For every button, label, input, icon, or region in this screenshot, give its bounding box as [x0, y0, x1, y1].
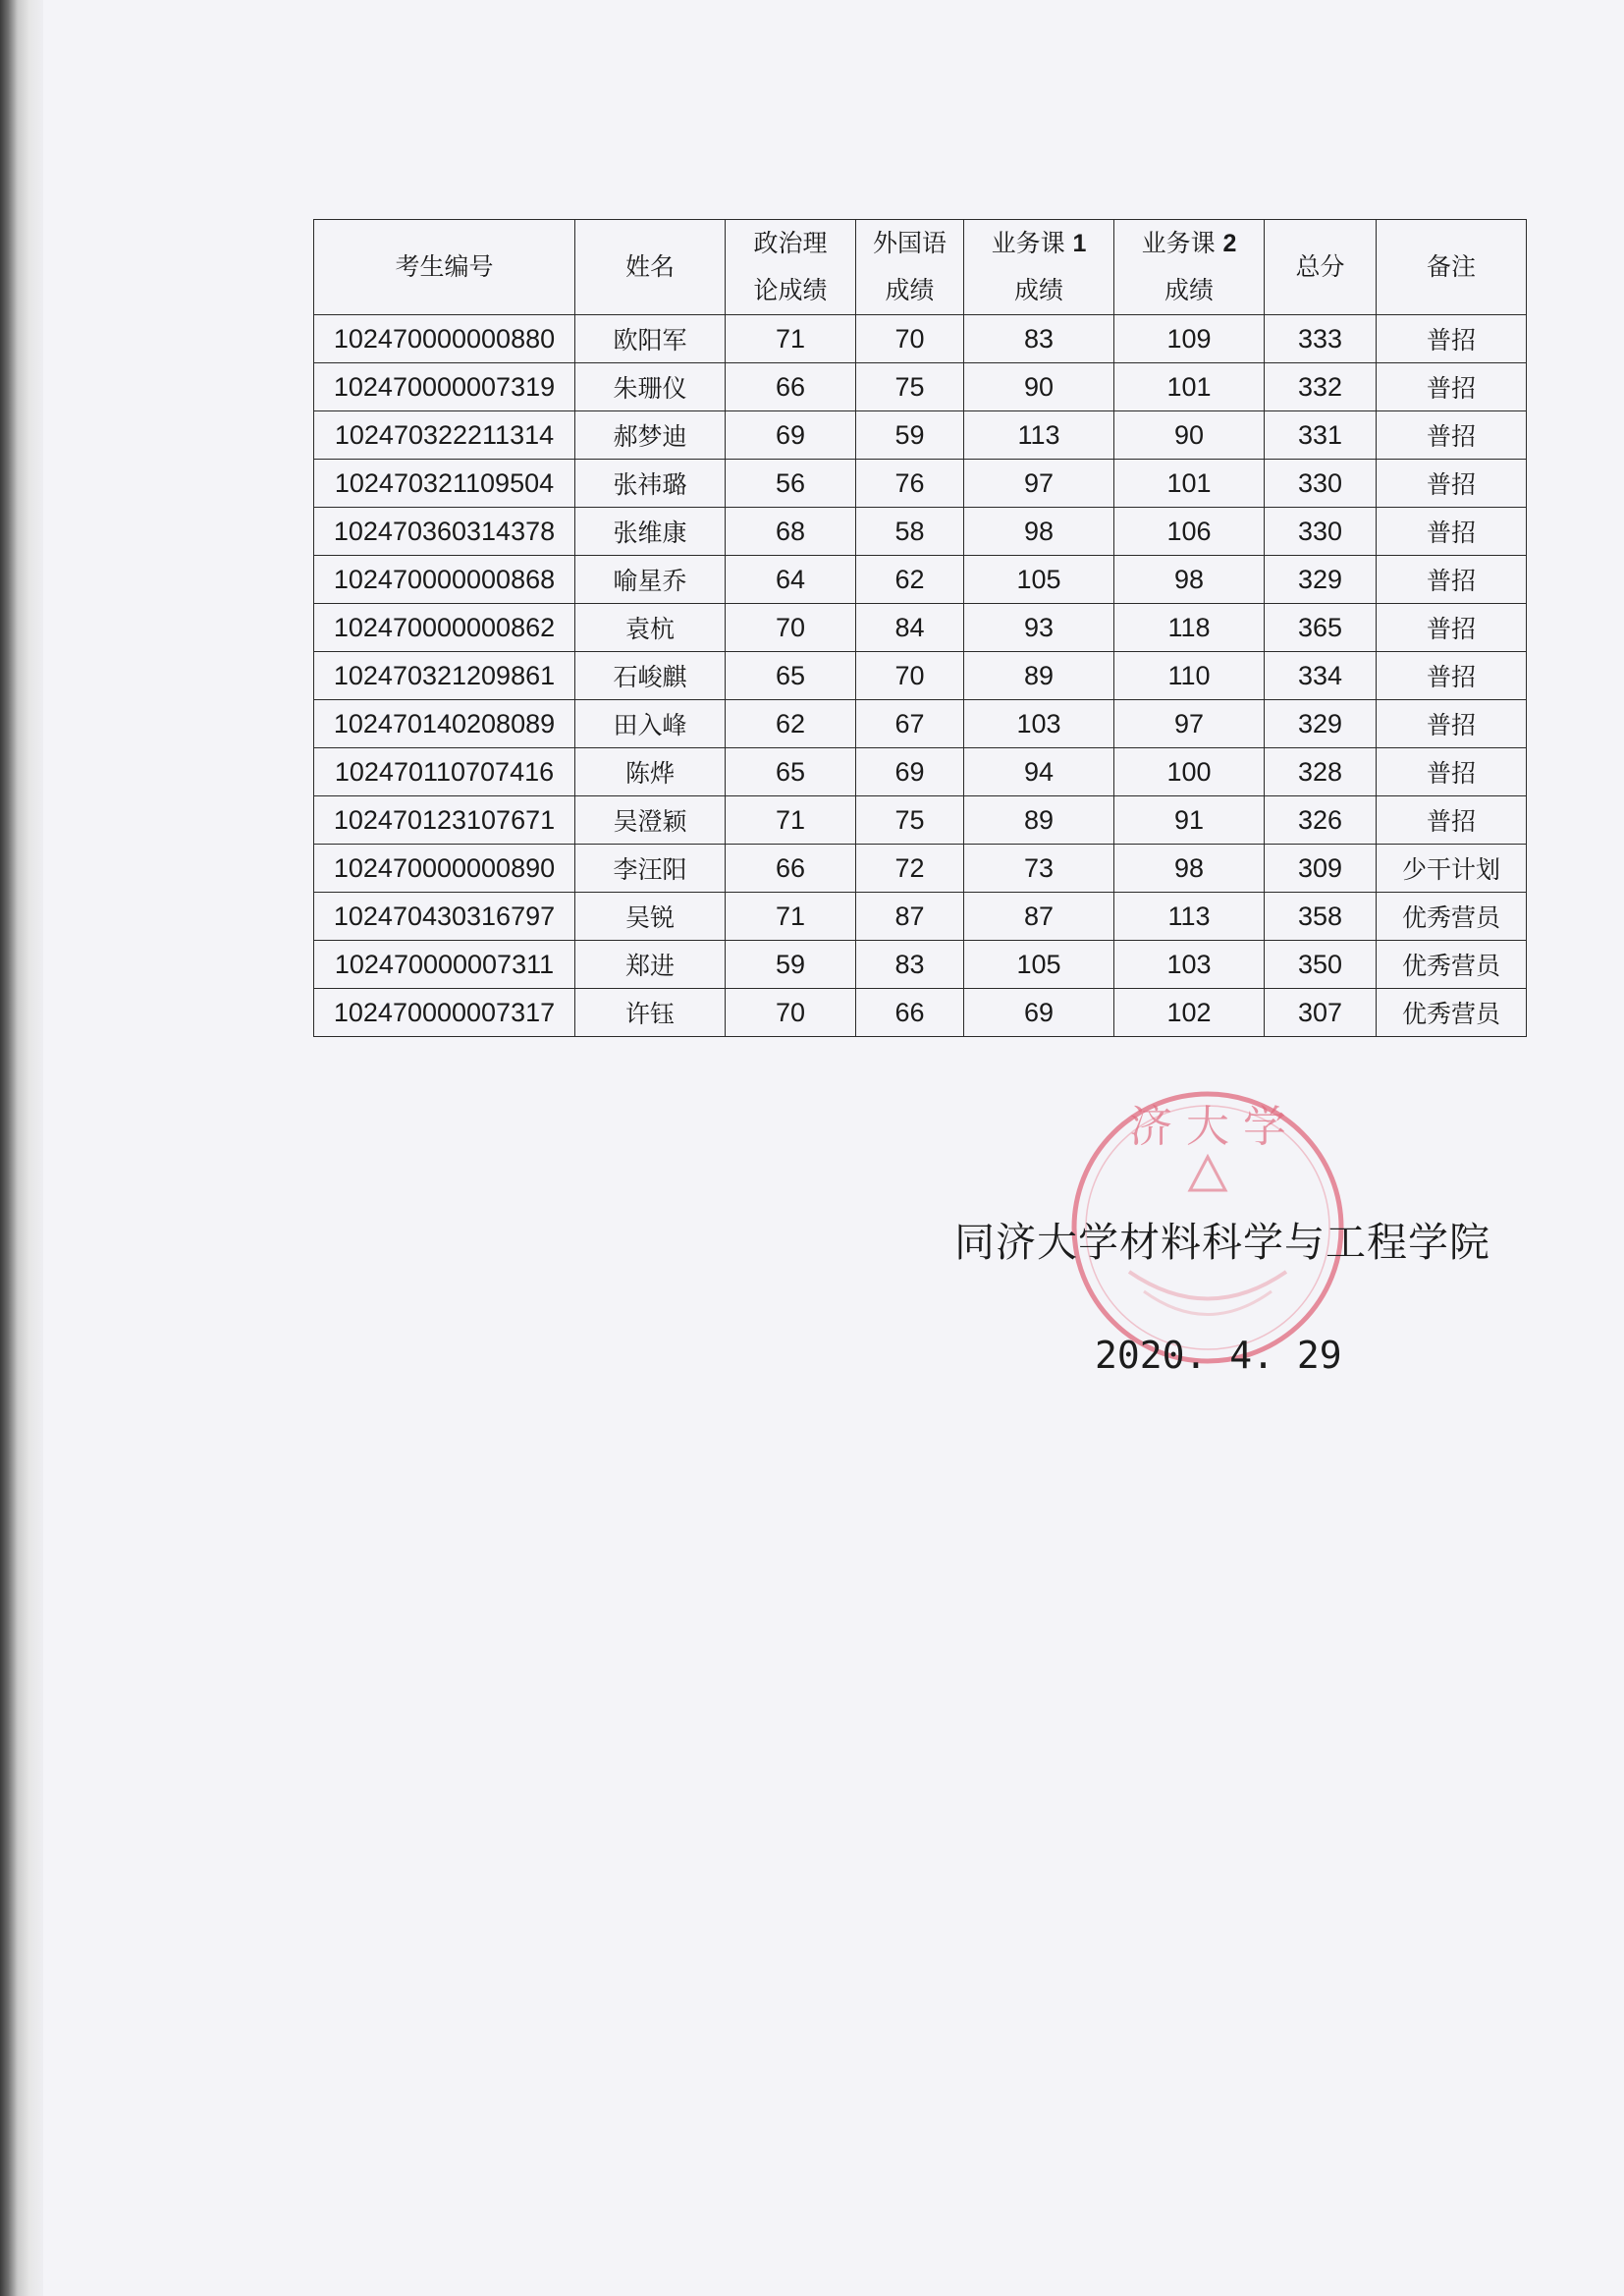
- cell-remark: 普招: [1377, 604, 1527, 652]
- cell-id: 102470140208089: [314, 700, 575, 748]
- cell-foreign: 59: [856, 411, 964, 460]
- cell-course2: 118: [1114, 604, 1265, 652]
- cell-politics: 69: [726, 411, 856, 460]
- header-course1-num: 1: [1072, 230, 1087, 257]
- cell-foreign: 83: [856, 941, 964, 989]
- cell-foreign: 70: [856, 652, 964, 700]
- cell-course2: 110: [1114, 652, 1265, 700]
- cell-course2: 91: [1114, 796, 1265, 845]
- cell-total: 309: [1265, 845, 1377, 893]
- cell-name: 吴锐: [575, 893, 726, 941]
- cell-course1: 73: [964, 845, 1114, 893]
- header-name: [575, 220, 726, 315]
- cell-id: 102470321209861: [314, 652, 575, 700]
- cell-remark: 普招: [1377, 363, 1527, 411]
- cell-total: 358: [1265, 893, 1377, 941]
- table-row: [314, 845, 1527, 893]
- cell-id: 102470000007311: [314, 941, 575, 989]
- header-course1: [964, 220, 1114, 315]
- cell-course2: 98: [1114, 556, 1265, 604]
- header-remark-text: 备注: [1426, 252, 1476, 281]
- header-total-text: 总分: [1295, 252, 1345, 281]
- cell-remark: 普招: [1377, 748, 1527, 796]
- cell-course2: 106: [1114, 508, 1265, 556]
- cell-course2: 102: [1114, 989, 1265, 1037]
- table-body: [314, 315, 1527, 1037]
- cell-course1: 90: [964, 363, 1114, 411]
- cell-politics: 70: [726, 604, 856, 652]
- cell-course1: 103: [964, 700, 1114, 748]
- cell-name: 喻星乔: [575, 556, 726, 604]
- cell-politics: 70: [726, 989, 856, 1037]
- cell-id: 102470321109504: [314, 460, 575, 508]
- cell-total: 332: [1265, 363, 1377, 411]
- cell-remark: 优秀营员: [1377, 893, 1527, 941]
- cell-id: 102470360314378: [314, 508, 575, 556]
- cell-total: 329: [1265, 556, 1377, 604]
- cell-politics: 62: [726, 700, 856, 748]
- cell-course2: 101: [1114, 363, 1265, 411]
- score-table: [313, 219, 1527, 1037]
- cell-name: 朱珊仪: [575, 363, 726, 411]
- cell-foreign: 75: [856, 796, 964, 845]
- header-foreign-line1: 外国语: [872, 229, 947, 257]
- cell-name: 李汪阳: [575, 845, 726, 893]
- table-row: [314, 411, 1527, 460]
- cell-remark: 优秀营员: [1377, 941, 1527, 989]
- cell-remark: 优秀营员: [1377, 989, 1527, 1037]
- cell-remark: 普招: [1377, 556, 1527, 604]
- header-course1-line1: 业务课: [991, 229, 1065, 257]
- table-row: [314, 893, 1527, 941]
- cell-id: 102470000000868: [314, 556, 575, 604]
- header-foreign-line2: 成绩: [885, 276, 935, 304]
- table-row: [314, 460, 1527, 508]
- cell-total: 350: [1265, 941, 1377, 989]
- table-row: [314, 652, 1527, 700]
- cell-course1: 105: [964, 941, 1114, 989]
- cell-name: 郑进: [575, 941, 726, 989]
- cell-id: 102470110707416: [314, 748, 575, 796]
- cell-remark: 普招: [1377, 700, 1527, 748]
- cell-foreign: 70: [856, 315, 964, 363]
- cell-politics: 68: [726, 508, 856, 556]
- cell-total: 328: [1265, 748, 1377, 796]
- document-date: 2020. 4. 29: [1095, 1334, 1342, 1377]
- cell-id: 102470000000890: [314, 845, 575, 893]
- cell-name: 许钰: [575, 989, 726, 1037]
- cell-remark: 普招: [1377, 460, 1527, 508]
- institution-name: 同济大学材料科学与工程学院: [954, 1219, 1490, 1266]
- cell-total: 333: [1265, 315, 1377, 363]
- cell-id: 102470430316797: [314, 893, 575, 941]
- cell-course1: 94: [964, 748, 1114, 796]
- header-total: [1265, 220, 1377, 315]
- header-course2-line2: 成绩: [1164, 276, 1214, 304]
- cell-remark: 少干计划: [1377, 845, 1527, 893]
- cell-id: 102470000007319: [314, 363, 575, 411]
- cell-course2: 109: [1114, 315, 1265, 363]
- cell-course1: 98: [964, 508, 1114, 556]
- cell-foreign: 69: [856, 748, 964, 796]
- cell-name: 张祎璐: [575, 460, 726, 508]
- cell-foreign: 75: [856, 363, 964, 411]
- table-header-row: [314, 220, 1527, 315]
- header-id: [314, 220, 575, 315]
- cell-id: 102470322211314: [314, 411, 575, 460]
- cell-course2: 100: [1114, 748, 1265, 796]
- cell-politics: 71: [726, 893, 856, 941]
- cell-total: 331: [1265, 411, 1377, 460]
- cell-name: 田入峰: [575, 700, 726, 748]
- cell-total: 365: [1265, 604, 1377, 652]
- cell-course1: 113: [964, 411, 1114, 460]
- cell-foreign: 87: [856, 893, 964, 941]
- header-id-text: 考生编号: [395, 252, 494, 281]
- cell-remark: 普招: [1377, 508, 1527, 556]
- cell-foreign: 72: [856, 845, 964, 893]
- table-row: [314, 700, 1527, 748]
- cell-course1: 89: [964, 652, 1114, 700]
- scanner-edge: [0, 0, 43, 2296]
- cell-politics: 56: [726, 460, 856, 508]
- table-row: [314, 363, 1527, 411]
- cell-course1: 97: [964, 460, 1114, 508]
- cell-course1: 89: [964, 796, 1114, 845]
- cell-politics: 71: [726, 315, 856, 363]
- cell-remark: 普招: [1377, 315, 1527, 363]
- header-politics-line2: 论成绩: [753, 276, 828, 304]
- cell-id: 102470000007317: [314, 989, 575, 1037]
- header-course1-line2: 成绩: [1013, 276, 1063, 304]
- cell-id: 102470000000862: [314, 604, 575, 652]
- cell-politics: 65: [726, 652, 856, 700]
- cell-course2: 98: [1114, 845, 1265, 893]
- cell-name: 石峻麒: [575, 652, 726, 700]
- cell-politics: 66: [726, 845, 856, 893]
- cell-total: 326: [1265, 796, 1377, 845]
- cell-name: 吴澄颖: [575, 796, 726, 845]
- cell-total: 329: [1265, 700, 1377, 748]
- table-row: [314, 604, 1527, 652]
- cell-id: 102470000000880: [314, 315, 575, 363]
- table-row: [314, 556, 1527, 604]
- cell-name: 郝梦迪: [575, 411, 726, 460]
- header-course2-num: 2: [1222, 230, 1237, 257]
- header-politics: [726, 220, 856, 315]
- cell-total: 330: [1265, 460, 1377, 508]
- cell-foreign: 66: [856, 989, 964, 1037]
- cell-politics: 59: [726, 941, 856, 989]
- cell-foreign: 58: [856, 508, 964, 556]
- cell-politics: 71: [726, 796, 856, 845]
- cell-remark: 普招: [1377, 411, 1527, 460]
- cell-course1: 69: [964, 989, 1114, 1037]
- cell-foreign: 84: [856, 604, 964, 652]
- header-course2-line1: 业务课: [1141, 229, 1216, 257]
- cell-foreign: 67: [856, 700, 964, 748]
- header-remark: [1377, 220, 1527, 315]
- table-row: [314, 941, 1527, 989]
- header-course2: [1114, 220, 1265, 315]
- cell-id: 102470123107671: [314, 796, 575, 845]
- cell-course2: 113: [1114, 893, 1265, 941]
- header-politics-line1: 政治理: [753, 229, 828, 257]
- cell-total: 330: [1265, 508, 1377, 556]
- cell-name: 袁杭: [575, 604, 726, 652]
- seal-text: 济 大 学: [1129, 1102, 1286, 1152]
- cell-name: 欧阳军: [575, 315, 726, 363]
- cell-name: 张维康: [575, 508, 726, 556]
- table-row: [314, 989, 1527, 1037]
- cell-total: 307: [1265, 989, 1377, 1037]
- table-row: [314, 748, 1527, 796]
- cell-course1: 87: [964, 893, 1114, 941]
- cell-politics: 65: [726, 748, 856, 796]
- cell-name: 陈烨: [575, 748, 726, 796]
- cell-politics: 66: [726, 363, 856, 411]
- cell-course2: 103: [1114, 941, 1265, 989]
- cell-foreign: 62: [856, 556, 964, 604]
- header-name-text: 姓名: [624, 252, 675, 281]
- cell-remark: 普招: [1377, 796, 1527, 845]
- cell-course2: 101: [1114, 460, 1265, 508]
- cell-course2: 97: [1114, 700, 1265, 748]
- table-row: [314, 508, 1527, 556]
- cell-course2: 90: [1114, 411, 1265, 460]
- table-row: [314, 796, 1527, 845]
- header-foreign: [856, 220, 964, 315]
- cell-politics: 64: [726, 556, 856, 604]
- cell-total: 334: [1265, 652, 1377, 700]
- cell-course1: 105: [964, 556, 1114, 604]
- cell-course1: 83: [964, 315, 1114, 363]
- table-row: [314, 315, 1527, 363]
- cell-foreign: 76: [856, 460, 964, 508]
- cell-remark: 普招: [1377, 652, 1527, 700]
- cell-course1: 93: [964, 604, 1114, 652]
